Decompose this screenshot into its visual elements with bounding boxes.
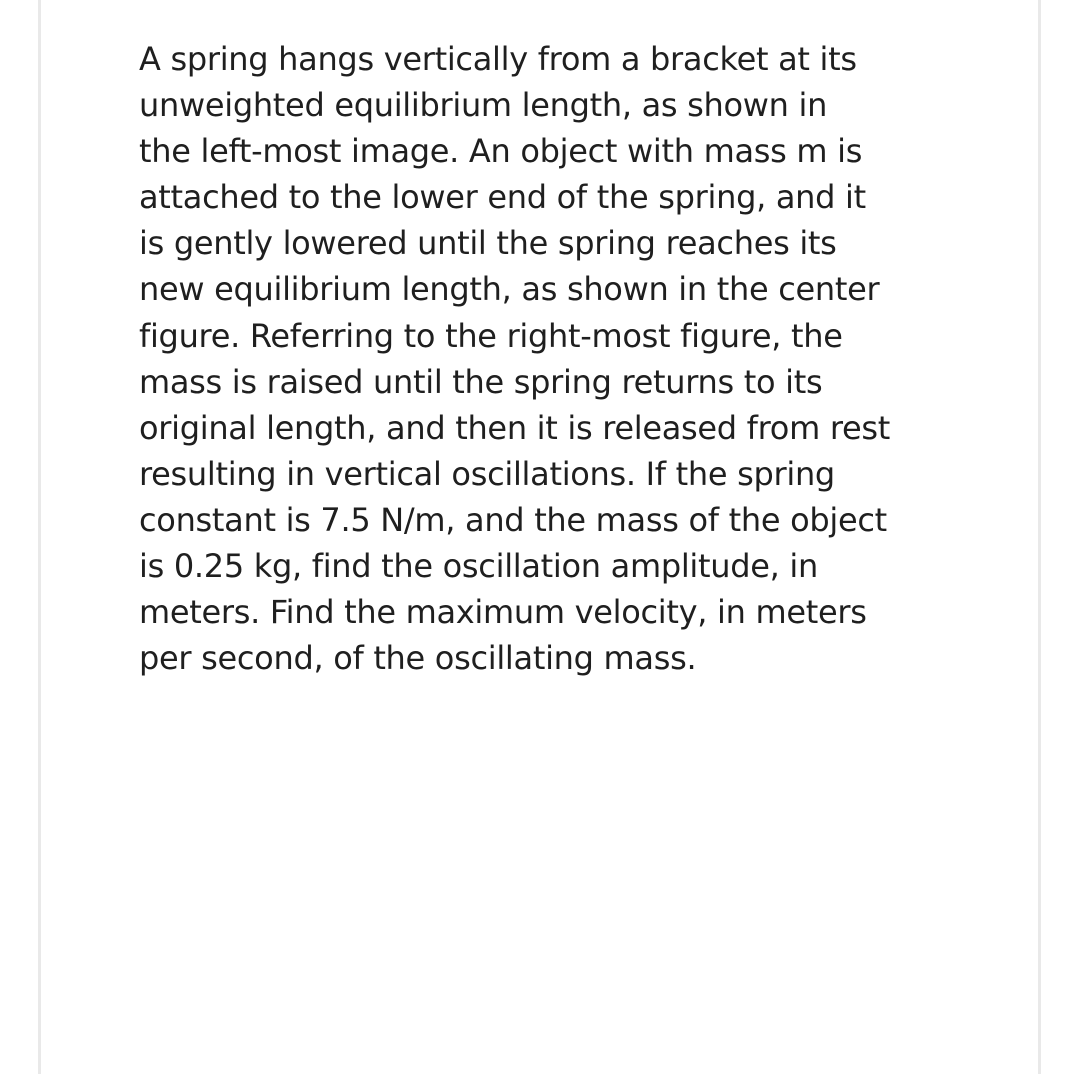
question-line-4: attached to the lower end of the spring, and it: [139, 178, 866, 217]
question-line-12: is 0.25 kg, find the oscillation amplitude, in: [139, 547, 818, 586]
question-line-8: mass is raised until the spring returns to its: [139, 362, 823, 401]
left-border-line: [38, 0, 41, 1074]
question-line-13: meters. Find the maximum velocity, in meters: [139, 593, 867, 632]
question-text: [139, 36, 1039, 681]
question-line-10: resulting in vertical oscillations. If the spring: [139, 454, 835, 493]
question-line-7: figure. Referring to the right-most figure, the: [139, 316, 843, 355]
question-line-2: unweighted equilibrium length, as shown in: [139, 86, 828, 125]
question-line-11: constant is 7.5 N/m, and the mass of the object: [139, 500, 887, 539]
question-line-1: A spring hangs vertically from a bracket at its: [139, 40, 857, 78]
question-line-14: per second, of the oscillating mass.: [139, 639, 697, 678]
question-line-3: the left-most image. An object with mass m is: [139, 132, 863, 171]
question-line-9: original length, and then it is released from rest: [139, 408, 890, 447]
question-line-6: new equilibrium length, as shown in the center: [139, 270, 880, 309]
question-line-5: is gently lowered until the spring reaches its: [139, 224, 837, 263]
